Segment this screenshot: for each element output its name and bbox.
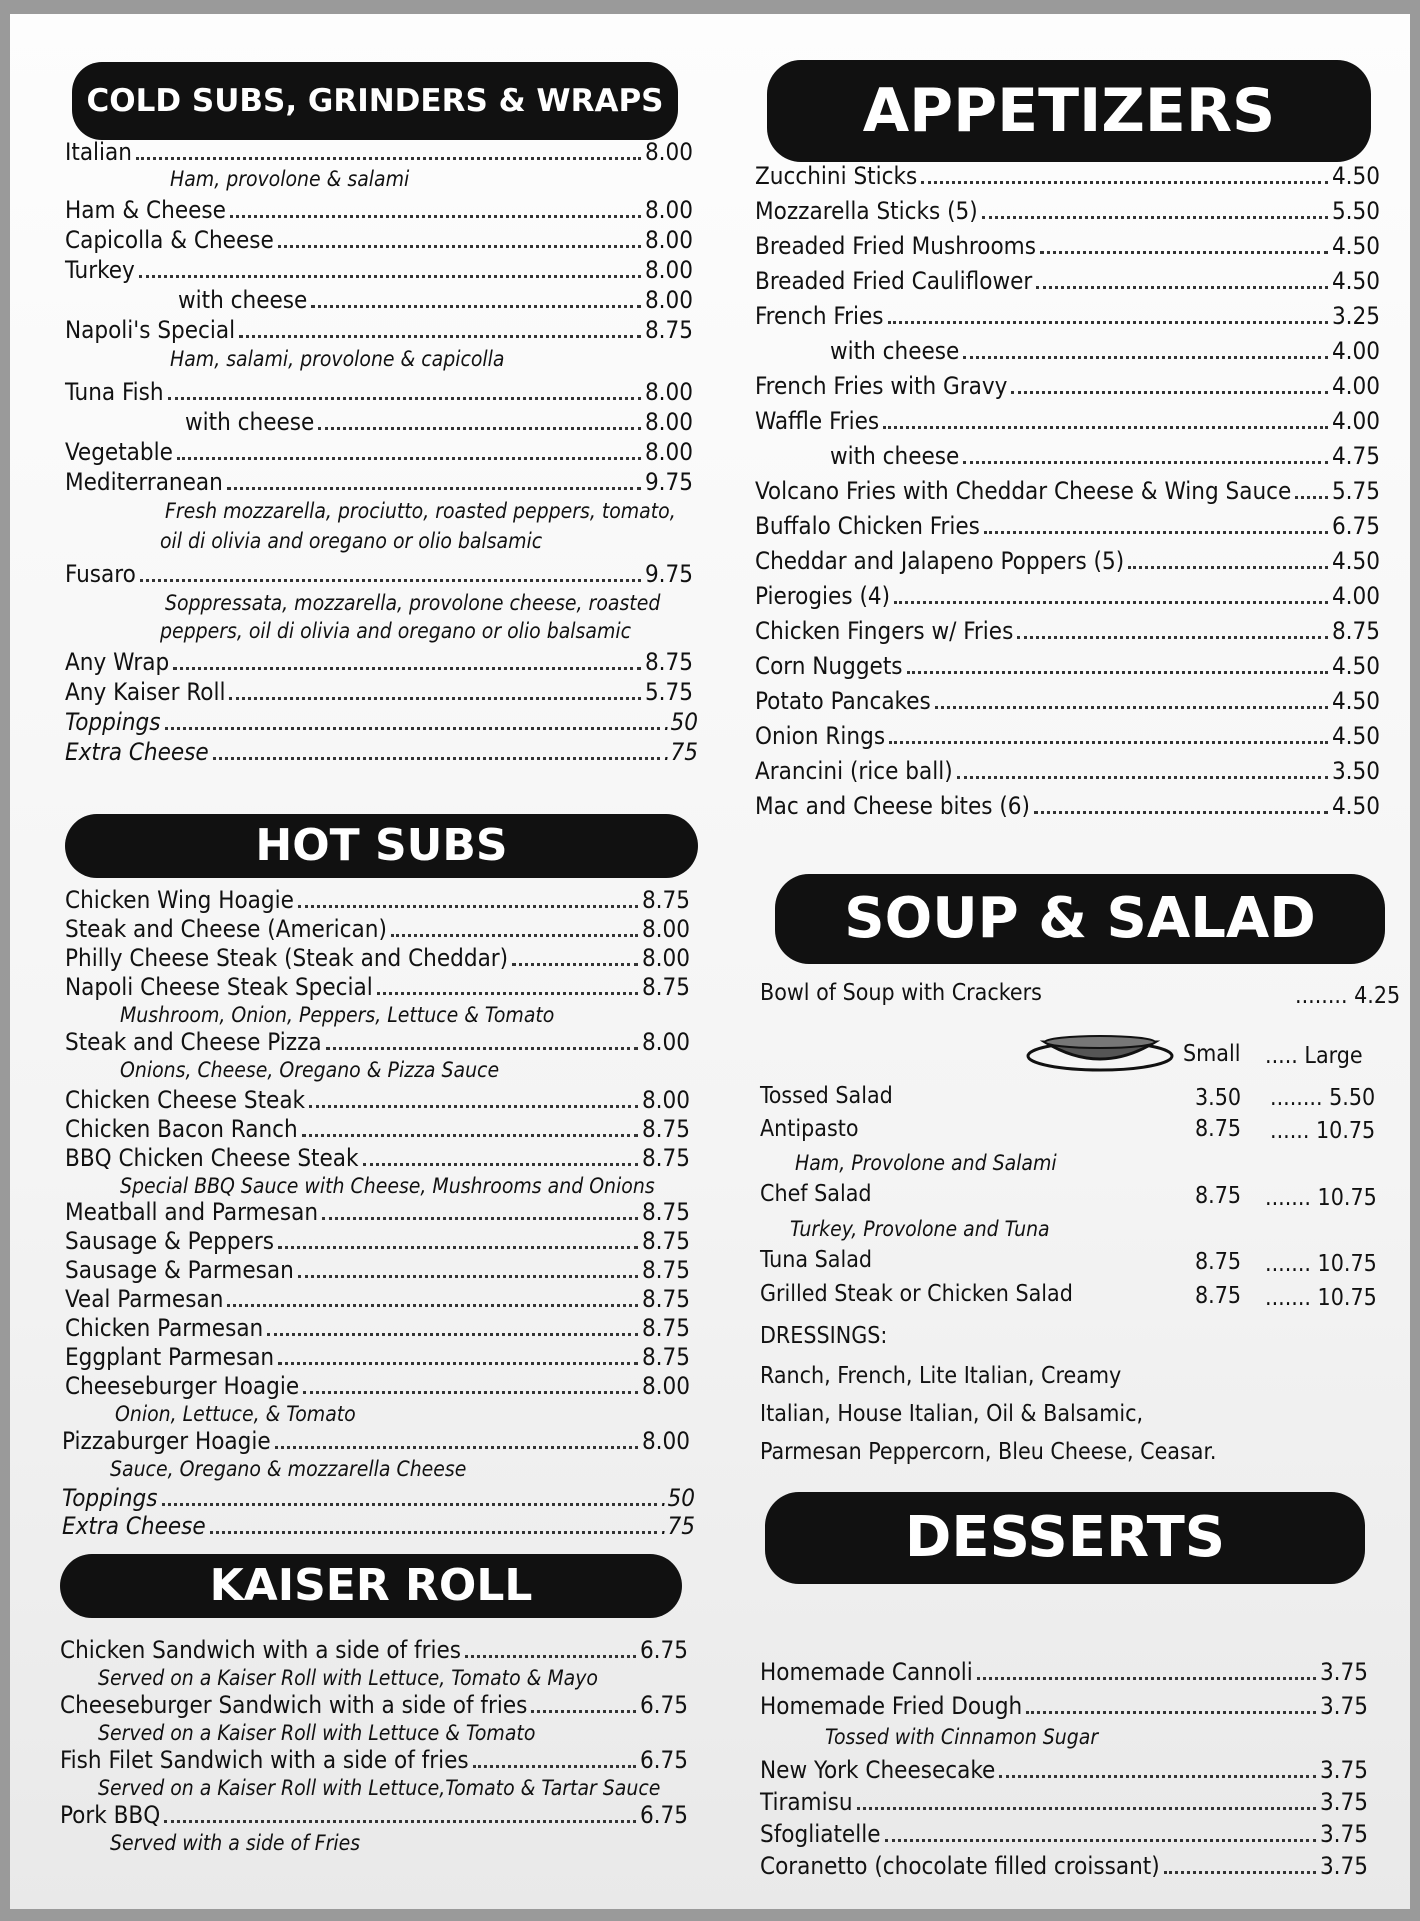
item-price: 5.75 [644, 678, 693, 706]
menu-item [755, 687, 1380, 715]
item-name: Tiramisu [760, 1788, 853, 1816]
menu-item [65, 1028, 690, 1056]
item-price: 3.75 [1319, 1820, 1368, 1848]
leader-dots [302, 1134, 638, 1137]
leader-dots [363, 1163, 638, 1166]
item-name: Homemade Cannoli [760, 1658, 973, 1686]
salad-name: Grilled Steak or Chicken Salad [760, 1281, 1073, 1307]
item-price: 8.75 [641, 886, 690, 914]
dressings-heading: DRESSINGS: [760, 1323, 888, 1349]
salad-name: Antipasto [760, 1116, 859, 1142]
item-name: Sausage & Parmesan [65, 1256, 294, 1284]
item-name: Napoli Cheese Steak Special [65, 973, 373, 1001]
item-price: 9.75 [644, 560, 693, 588]
item-name: Toppings [62, 1484, 158, 1512]
item-name: Chicken Cheese Steak [65, 1086, 306, 1114]
item-price: 4.50 [1331, 652, 1380, 680]
menu-item [65, 438, 693, 466]
leader-dots [213, 757, 660, 760]
item-name: Steak and Cheese (American) [65, 915, 387, 943]
menu-item [65, 560, 693, 588]
item-price: 8.75 [641, 1115, 690, 1143]
item-price: 3.75 [1319, 1658, 1368, 1686]
item-name: Volcano Fries with Cheddar Cheese & Wing Sauce [755, 477, 1292, 505]
leader-dots [168, 397, 641, 400]
leader-dots [162, 1503, 657, 1506]
item-price: 8.75 [641, 973, 690, 1001]
item-price: 4.75 [1331, 442, 1380, 470]
item-name: Breaded Fried Cauliflower [755, 267, 1033, 295]
leader-dots [136, 157, 641, 160]
leader-dots [227, 1304, 638, 1307]
item-price: 8.00 [644, 226, 693, 254]
item-name: Pizzaburger Hoagie [62, 1427, 271, 1455]
leader-dots [473, 1765, 636, 1768]
leader-dots [229, 697, 640, 700]
item-description: Fresh mozzarella, prociutto, roasted peppers, tomato, [165, 499, 676, 523]
item-price: 8.75 [641, 1144, 690, 1172]
item-name: Napoli's Special [65, 316, 236, 344]
menu-item [65, 1285, 690, 1313]
item-name: Steak and Cheese Pizza [65, 1028, 322, 1056]
menu-item [830, 337, 1380, 365]
item-price: 3.75 [1319, 1756, 1368, 1784]
appetizers-banner: APPETIZERS [767, 60, 1371, 162]
menu-item [755, 652, 1380, 680]
leader-dots [139, 275, 641, 278]
item-price: 8.00 [644, 138, 693, 166]
leader-dots [957, 776, 1328, 779]
item-description: Ham, salami, provolone & capicolla [170, 347, 505, 371]
leader-dots [465, 1655, 636, 1658]
item-name: Italian [65, 138, 132, 166]
item-price: 6.75 [639, 1801, 688, 1829]
leader-dots [888, 321, 1328, 324]
leader-dots [982, 216, 1328, 219]
menu-item [65, 648, 693, 676]
item-description: peppers, oil di olivia and oregano or olio balsamic [160, 619, 632, 643]
leader-dots [309, 1105, 638, 1108]
menu-item [760, 1852, 1368, 1880]
item-price: 8.75 [641, 1285, 690, 1313]
item-price: 6.75 [639, 1691, 688, 1719]
cold-subs-banner: COLD SUBS, GRINDERS & WRAPS [72, 62, 678, 140]
menu-item [760, 1692, 1368, 1720]
item-name: Chicken Parmesan [65, 1314, 264, 1342]
menu-item [755, 372, 1380, 400]
menu-item [62, 1512, 695, 1540]
item-name: Mozzarella Sticks (5) [755, 197, 978, 225]
item-price: 8.75 [641, 1343, 690, 1371]
salad-large-price: ....... 10.75 [1265, 1251, 1377, 1277]
menu-item [755, 547, 1380, 575]
item-price: 8.75 [641, 1314, 690, 1342]
item-description: Sauce, Oregano & mozzarella Cheese [110, 1457, 467, 1481]
menu-item [65, 138, 693, 166]
menu-item [65, 1115, 690, 1143]
leader-dots [326, 1047, 638, 1050]
leader-dots [275, 1446, 638, 1449]
leader-dots [278, 1246, 638, 1249]
menu-item [65, 1086, 690, 1114]
dressings-list: Ranch, French, Lite Italian, Creamy [760, 1363, 1122, 1389]
menu-item [65, 1372, 690, 1400]
item-description: Served on a Kaiser Roll with Lettuce, Tomato & Mayo [98, 1666, 598, 1690]
soup-bowl-icon [1025, 1028, 1175, 1072]
leader-dots [278, 245, 641, 248]
salad-small-price: 8.75 [1195, 1183, 1242, 1209]
item-name: Any Kaiser Roll [65, 678, 226, 706]
item-name: Onion Rings [755, 722, 886, 750]
item-price: 8.75 [644, 316, 693, 344]
menu-item [65, 678, 693, 706]
item-price: 4.50 [1331, 547, 1380, 575]
item-name: New York Cheesecake [760, 1756, 996, 1784]
salad-description: Ham, Provolone and Salami [795, 1151, 1057, 1175]
leader-dots [977, 1677, 1316, 1680]
leader-dots [921, 181, 1328, 184]
menu-item [755, 232, 1380, 260]
menu-item [755, 407, 1380, 435]
menu-item [755, 302, 1380, 330]
menu-item [185, 408, 693, 436]
salad-small-price: 3.50 [1195, 1085, 1242, 1111]
item-name: French Fries with Gravy [755, 372, 1008, 400]
item-name: Any Wrap [65, 648, 170, 676]
menu-item [755, 162, 1380, 190]
item-name: Tuna Fish [65, 378, 164, 406]
leader-dots [278, 1362, 638, 1365]
item-price: 8.75 [1331, 617, 1380, 645]
item-name: Ham & Cheese [65, 196, 226, 224]
menu-item [65, 378, 693, 406]
leader-dots [322, 1217, 638, 1220]
item-price: 4.50 [1331, 267, 1380, 295]
salad-small-price: 8.75 [1195, 1116, 1242, 1142]
item-price: .50 [663, 708, 698, 736]
small-column-label: Small [1183, 1041, 1241, 1067]
item-name: Chicken Fingers w/ Fries [755, 617, 1014, 645]
leader-dots [1164, 1871, 1316, 1874]
leader-dots [164, 1820, 636, 1823]
menu-item [65, 196, 693, 224]
item-name: Sausage & Peppers [65, 1227, 274, 1255]
leader-dots [318, 427, 641, 430]
salad-small-price: 8.75 [1195, 1283, 1242, 1309]
item-name: Coranetto (chocolate filled croissant) [760, 1852, 1160, 1880]
item-name: Fish Filet Sandwich with a side of fries [60, 1746, 469, 1774]
item-price: 8.00 [641, 944, 690, 972]
leader-dots [1036, 286, 1328, 289]
item-name: with cheese [830, 337, 960, 365]
item-price: 3.75 [1319, 1692, 1368, 1720]
item-name: Extra Cheese [62, 1512, 206, 1540]
menu-item [62, 1427, 690, 1455]
item-name: Eggplant Parmesan [65, 1343, 275, 1371]
item-price: 6.75 [639, 1746, 688, 1774]
leader-dots [531, 1710, 636, 1713]
leader-dots [894, 601, 1328, 604]
item-description: Onions, Cheese, Oregano & Pizza Sauce [120, 1058, 500, 1082]
menu-item [60, 1746, 688, 1774]
item-price: 8.00 [641, 915, 690, 943]
item-name: Vegetable [65, 438, 173, 466]
item-price: 4.00 [1331, 372, 1380, 400]
item-price: 8.75 [644, 648, 693, 676]
leader-dots [1034, 811, 1328, 814]
leader-dots [889, 741, 1328, 744]
menu-item [65, 1343, 690, 1371]
menu-item [65, 944, 690, 972]
salad-name: Tuna Salad [760, 1247, 873, 1273]
item-price: 4.50 [1331, 162, 1380, 190]
menu-item [178, 286, 693, 314]
item-price: 8.00 [644, 378, 693, 406]
leader-dots [177, 457, 641, 460]
item-price: .75 [660, 1512, 695, 1540]
salad-large-price: ....... 10.75 [1265, 1285, 1377, 1311]
leader-dots [512, 963, 638, 966]
leader-dots [173, 667, 641, 670]
menu-item [60, 1636, 688, 1664]
item-name: Extra Cheese [65, 738, 209, 766]
item-name: with cheese [830, 442, 960, 470]
item-name: Corn Nuggets [755, 652, 903, 680]
menu-item [65, 1144, 690, 1172]
hot-subs-banner: HOT SUBS [65, 814, 698, 878]
item-price: 4.50 [1331, 722, 1380, 750]
leader-dots [239, 335, 641, 338]
item-price: 3.75 [1319, 1852, 1368, 1880]
dressings-list: Italian, House Italian, Oil & Balsamic, [760, 1401, 1144, 1427]
menu-item [65, 886, 690, 914]
item-description: Served on a Kaiser Roll with Lettuce,Tomato & Tartar Sauce [98, 1776, 661, 1800]
menu-item [65, 1227, 690, 1255]
menu-item [65, 256, 693, 284]
menu-item [755, 512, 1380, 540]
menu-item [60, 1801, 688, 1829]
leader-dots [984, 531, 1328, 534]
salad-large-price: ....... 10.75 [1265, 1185, 1377, 1211]
item-price: 5.75 [1331, 477, 1380, 505]
item-price: 8.00 [644, 286, 693, 314]
item-name: Pork BBQ [60, 1801, 161, 1829]
item-name: French Fries [755, 302, 884, 330]
menu-item [760, 1658, 1368, 1686]
item-price: 4.00 [1331, 582, 1380, 610]
leader-dots [165, 727, 660, 730]
leader-dots [907, 671, 1328, 674]
desserts-banner: DESSERTS [765, 1492, 1365, 1584]
item-description: oil di olivia and oregano or olio balsamic [160, 529, 543, 553]
leader-dots [1026, 1711, 1316, 1714]
leader-dots [230, 215, 641, 218]
menu-item [755, 792, 1380, 820]
menu-item [760, 1788, 1368, 1816]
item-price: 8.75 [641, 1256, 690, 1284]
leader-dots [311, 305, 641, 308]
item-name: Breaded Fried Mushrooms [755, 232, 1036, 260]
item-name: Potato Pancakes [755, 687, 931, 715]
kaiser-roll-banner: KAISER ROLL [60, 1554, 682, 1618]
salad-large-price: ...... 10.75 [1270, 1118, 1376, 1144]
leader-dots [1011, 391, 1328, 394]
item-price: 4.00 [1331, 337, 1380, 365]
item-price: 8.00 [641, 1086, 690, 1114]
item-description: Tossed with Cinnamon Sugar [825, 1725, 1099, 1749]
item-price: 5.50 [1331, 197, 1380, 225]
item-name: Chicken Wing Hoagie [65, 886, 294, 914]
leader-dots [1040, 251, 1328, 254]
item-name: Cheeseburger Hoagie [65, 1372, 300, 1400]
item-name: with cheese [185, 408, 315, 436]
item-price: 8.00 [644, 408, 693, 436]
menu-item [755, 582, 1380, 610]
menu-item [65, 1256, 690, 1284]
menu-item [65, 226, 693, 254]
item-name: Pierogies (4) [755, 582, 891, 610]
item-name: Turkey [65, 256, 135, 284]
large-column-label: ..... Large [1265, 1043, 1363, 1069]
leader-dots [963, 461, 1328, 464]
item-name: Sfogliatelle [760, 1820, 881, 1848]
leader-dots [298, 1275, 638, 1278]
item-name: Philly Cheese Steak (Steak and Cheddar) [65, 944, 509, 972]
item-name: Chicken Bacon Ranch [65, 1115, 298, 1143]
menu-page [10, 14, 1410, 1909]
leader-dots [227, 487, 641, 490]
item-price: 8.00 [644, 196, 693, 224]
item-name: with cheese [178, 286, 308, 314]
menu-item [760, 1756, 1368, 1784]
item-name: BBQ Chicken Cheese Steak [65, 1144, 359, 1172]
item-description: Special BBQ Sauce with Cheese, Mushrooms and Onions [120, 1174, 655, 1198]
menu-item [755, 722, 1380, 750]
leader-dots [883, 426, 1328, 429]
menu-item [65, 1198, 690, 1226]
leader-dots [298, 905, 638, 908]
leader-dots [303, 1391, 638, 1394]
leader-dots [885, 1839, 1316, 1842]
menu-item [65, 468, 693, 496]
soup-item-name: Bowl of Soup with Crackers [760, 980, 1042, 1006]
item-description: Served with a side of Fries [110, 1831, 361, 1855]
menu-item [62, 1484, 695, 1512]
item-price: 3.75 [1319, 1788, 1368, 1816]
menu-item [755, 617, 1380, 645]
salad-description: Turkey, Provolone and Tuna [790, 1217, 1050, 1241]
item-name: Chicken Sandwich with a side of fries [60, 1636, 462, 1664]
menu-item [65, 915, 690, 943]
item-name: Veal Parmesan [65, 1285, 224, 1313]
salad-name: Tossed Salad [760, 1083, 893, 1109]
menu-item [755, 267, 1380, 295]
leader-dots [963, 356, 1328, 359]
item-description: Soppressata, mozzarella, provolone cheese, roasted [165, 591, 661, 615]
item-name: Meatball and Parmesan [65, 1198, 319, 1226]
menu-item [755, 477, 1380, 505]
item-name: Zucchini Sticks [755, 162, 918, 190]
item-price: .75 [663, 738, 698, 766]
leader-dots [140, 579, 641, 582]
leader-dots [377, 992, 638, 995]
item-price: 3.25 [1331, 302, 1380, 330]
item-description: Mushroom, Onion, Peppers, Lettuce & Tomato [120, 1003, 555, 1027]
item-name: Toppings [65, 708, 161, 736]
leader-dots [999, 1775, 1316, 1778]
item-price: 8.00 [641, 1372, 690, 1400]
item-price: 8.00 [641, 1427, 690, 1455]
item-name: Homemade Fried Dough [760, 1692, 1023, 1720]
leader-dots [391, 934, 638, 937]
leader-dots [1017, 636, 1328, 639]
menu-item [830, 442, 1380, 470]
dressings-list: Parmesan Peppercorn, Bleu Cheese, Ceasar. [760, 1439, 1217, 1465]
leader-dots [1295, 496, 1328, 499]
item-description: Onion, Lettuce, & Tomato [115, 1402, 356, 1426]
menu-item [65, 708, 698, 736]
item-name: Waffle Fries [755, 407, 880, 435]
item-price: 8.75 [641, 1227, 690, 1255]
leader-dots [935, 706, 1328, 709]
item-description: Served on a Kaiser Roll with Lettuce & Tomato [98, 1721, 536, 1745]
item-price: 4.50 [1331, 232, 1380, 260]
item-name: Mediterranean [65, 468, 223, 496]
item-price: 8.00 [644, 438, 693, 466]
item-price: 8.00 [641, 1028, 690, 1056]
menu-item [65, 738, 698, 766]
item-price: 3.50 [1331, 757, 1380, 785]
menu-item [760, 1820, 1368, 1848]
menu-item [60, 1691, 688, 1719]
item-price: 6.75 [639, 1636, 688, 1664]
item-price: 6.75 [1331, 512, 1380, 540]
soup-item-price: ........ 4.25 [1295, 983, 1401, 1009]
menu-item [755, 757, 1380, 785]
leader-dots [1128, 566, 1328, 569]
salad-small-price: 8.75 [1195, 1249, 1242, 1275]
item-price: 9.75 [644, 468, 693, 496]
item-name: Mac and Cheese bites (6) [755, 792, 1030, 820]
item-price: 4.00 [1331, 407, 1380, 435]
item-name: Cheeseburger Sandwich with a side of fries [60, 1691, 528, 1719]
item-name: Cheddar and Jalapeno Poppers (5) [755, 547, 1125, 575]
item-price: 4.50 [1331, 687, 1380, 715]
item-name: Buffalo Chicken Fries [755, 512, 980, 540]
menu-item [65, 1314, 690, 1342]
leader-dots [210, 1531, 657, 1534]
item-description: Ham, provolone & salami [170, 167, 410, 191]
menu-item [65, 316, 693, 344]
item-name: Capicolla & Cheese [65, 226, 274, 254]
menu-item [755, 197, 1380, 225]
menu-item [65, 973, 690, 1001]
item-name: Fusaro [65, 560, 136, 588]
item-price: .50 [660, 1484, 695, 1512]
salad-large-price: ........ 5.50 [1270, 1085, 1376, 1111]
item-price: 8.00 [644, 256, 693, 284]
item-price: 4.50 [1331, 792, 1380, 820]
item-name: Arancini (rice ball) [755, 757, 953, 785]
leader-dots [267, 1333, 638, 1336]
soup-salad-banner: SOUP & SALAD [775, 874, 1385, 964]
item-price: 8.75 [641, 1198, 690, 1226]
salad-name: Chef Salad [760, 1181, 872, 1207]
leader-dots [857, 1807, 1316, 1810]
